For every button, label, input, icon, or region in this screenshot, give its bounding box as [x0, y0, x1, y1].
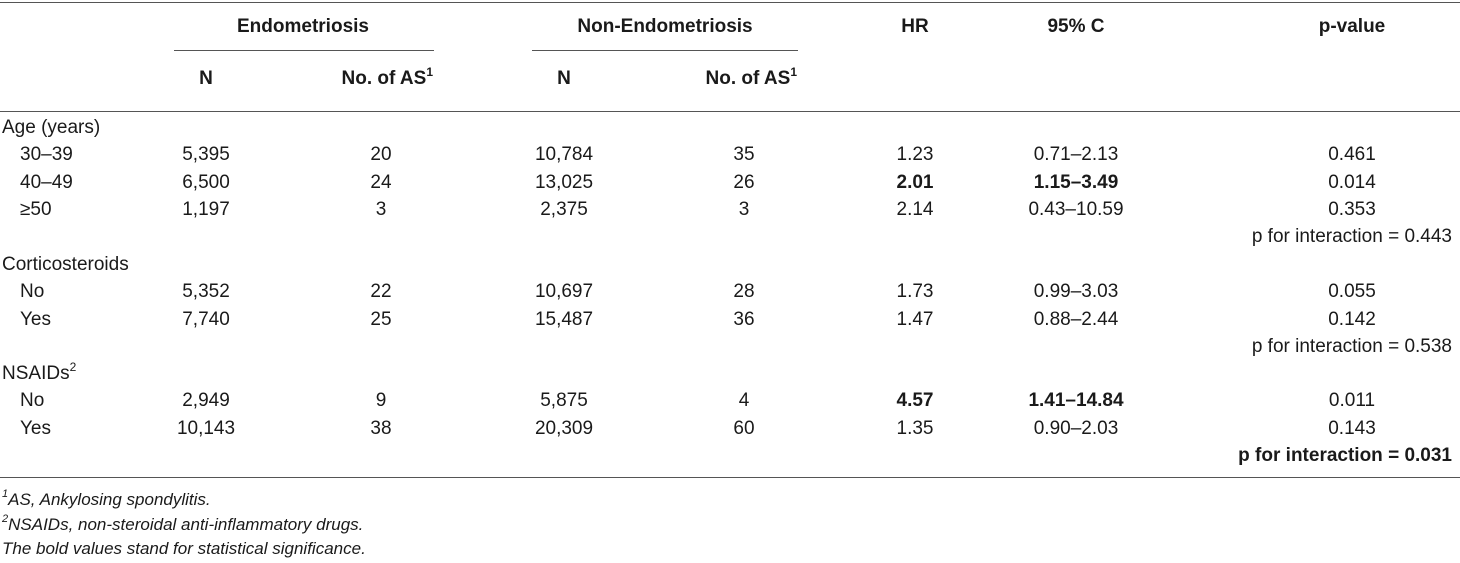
cell-endo-as: 20: [370, 144, 392, 165]
cell-ci-significant: 1.41–14.84: [1028, 390, 1124, 411]
cell-ci: 0.43–10.59: [1028, 199, 1124, 220]
cell-hr-significant: 4.57: [896, 390, 934, 411]
header-endo-as: No. of $AS^1$: [341, 64, 433, 89]
row-label: Yes: [20, 418, 51, 439]
cell-non-as: 4: [738, 390, 750, 411]
cell-non-n: 10,784: [534, 144, 594, 165]
cell-endo-as: 38: [370, 418, 392, 439]
table-bottom-rule: [0, 477, 1460, 478]
cell-non-as: 35: [733, 144, 755, 165]
header-endometriosis: Endometriosis: [237, 16, 369, 37]
section-label-nsaids: NSAIDs$^2$: [2, 359, 77, 384]
cell-hr: 2.14: [896, 199, 934, 220]
header-hr: HR: [901, 16, 929, 37]
header-non-as: No. of $AS^1$: [705, 64, 797, 89]
cell-hr: 1.47: [896, 309, 934, 330]
cell-non-as: 60: [733, 418, 755, 439]
cell-non-as: 3: [738, 199, 750, 220]
cell-endo-n: 2,949: [182, 390, 230, 411]
row-label: No: [20, 281, 45, 302]
cell-endo-as: 24: [370, 172, 392, 193]
section-label-corticosteroids: Corticosteroids: [2, 254, 129, 275]
non-endometriosis-group-rule: [532, 50, 798, 51]
header-pvalue: p-value: [1318, 16, 1386, 37]
cell-non-n: 2,375: [540, 199, 588, 220]
cell-p: 0.014: [1328, 172, 1376, 193]
interaction-p-corticosteroids: p for interaction = 0.538: [1251, 336, 1452, 357]
cell-p: 0.055: [1328, 281, 1376, 302]
cell-endo-n: 10,143: [176, 418, 236, 439]
cell-hr-significant: 2.01: [896, 172, 934, 193]
table-top-rule: [0, 2, 1460, 3]
cell-ci: 0.90–2.03: [1033, 418, 1119, 439]
cell-endo-n: 6,500: [182, 172, 230, 193]
interaction-p-nsaids: p for interaction = 0.031: [1238, 445, 1452, 466]
cell-non-as: 26: [733, 172, 755, 193]
endometriosis-group-rule: [174, 50, 434, 51]
cell-ci-significant: 1.15–3.49: [1033, 172, 1119, 193]
cell-non-as: 28: [733, 281, 755, 302]
cell-p: 0.011: [1328, 390, 1376, 411]
header-endo-n: N: [199, 68, 213, 89]
interaction-p-age: p for interaction = 0.443: [1251, 226, 1452, 247]
footnote-1: $^1$AS, Ankylosing spondylitis.: [2, 488, 211, 509]
cell-p: 0.461: [1328, 144, 1376, 165]
cell-ci: 0.71–2.13: [1033, 144, 1119, 165]
row-label: No: [20, 390, 45, 411]
header-non-endometriosis: Non-Endometriosis: [577, 16, 753, 37]
section-label-age: Age (years): [2, 117, 101, 138]
cell-endo-n: 5,352: [182, 281, 230, 302]
cell-non-as: 36: [733, 309, 755, 330]
cell-endo-as: 25: [370, 309, 392, 330]
cell-ci: 0.99–3.03: [1033, 281, 1119, 302]
row-label: ≥50: [20, 199, 52, 220]
row-label: 40–49: [20, 172, 73, 193]
header-non-n: N: [557, 68, 571, 89]
header-ci: 95% C: [1047, 16, 1105, 37]
cell-hr: 1.35: [896, 418, 934, 439]
cell-endo-n: 5,395: [182, 144, 230, 165]
row-label: Yes: [20, 309, 51, 330]
cell-endo-n: 7,740: [182, 309, 230, 330]
header-bottom-rule: [0, 111, 1460, 112]
cell-p: 0.142: [1328, 309, 1376, 330]
cell-endo-as: 3: [375, 199, 387, 220]
cell-non-n: 20,309: [534, 418, 594, 439]
cell-non-n: 15,487: [534, 309, 594, 330]
cell-endo-as: 22: [370, 281, 392, 302]
cell-non-n: 13,025: [534, 172, 594, 193]
row-label: 30–39: [20, 144, 73, 165]
cell-hr: 1.23: [896, 144, 934, 165]
cell-p: 0.353: [1328, 199, 1376, 220]
cell-hr: 1.73: [896, 281, 934, 302]
footnote-2: $^2$NSAIDs, non-steroidal anti-inflammatory drugs.: [2, 513, 364, 534]
cell-non-n: 5,875: [540, 390, 588, 411]
cell-p: 0.143: [1328, 418, 1376, 439]
footnote-3: The bold values stand for statistical significance.: [2, 539, 366, 558]
cell-non-n: 10,697: [534, 281, 594, 302]
cell-ci: 0.88–2.44: [1033, 309, 1119, 330]
cell-endo-n: 1,197: [182, 199, 230, 220]
cell-endo-as: 9: [375, 390, 387, 411]
